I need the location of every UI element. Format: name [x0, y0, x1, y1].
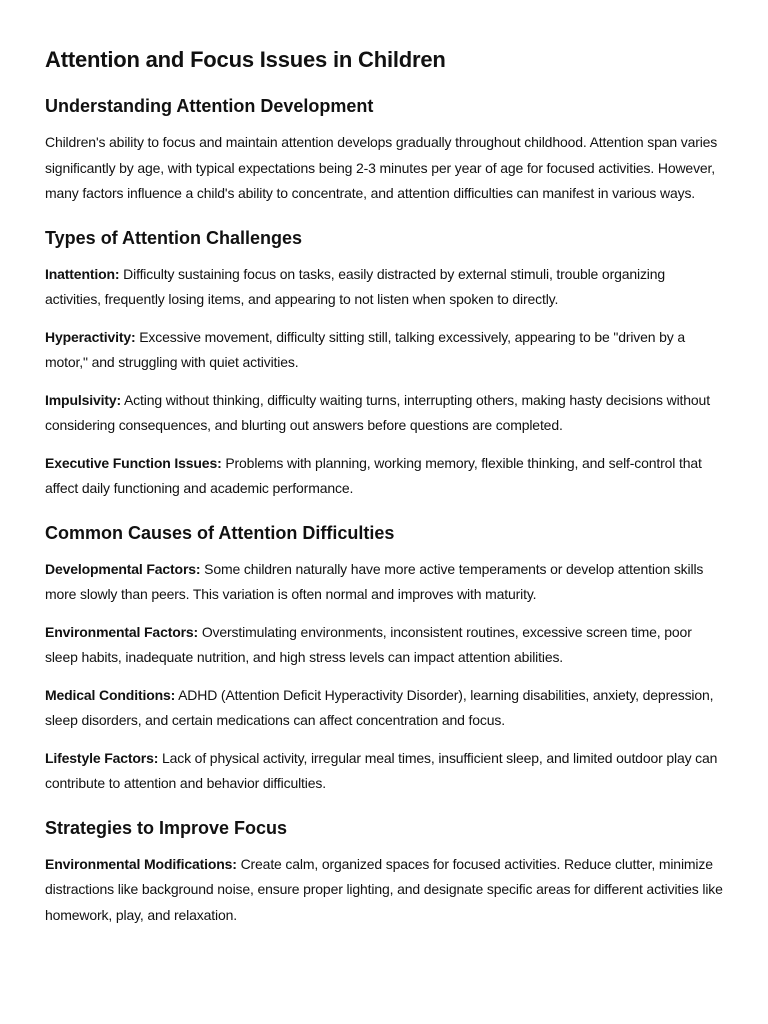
- paragraph-text: Overstimulating environments, inconsistent routines, excessive screen time, poor sleep habits, inadequate nutrition, and high stress levels can impact attention abilities.: [45, 623, 692, 665]
- paragraph-term: Developmental Factors:: [45, 560, 201, 577]
- paragraph-text: Acting without thinking, difficulty waiting turns, interrupting others, making hasty decisions without considering consequences, and blurting out answers before questions are completed.: [45, 391, 710, 433]
- paragraph-term: Executive Function Issues:: [45, 454, 222, 471]
- paragraph: [45, 325, 723, 376]
- paragraph-term: Environmental Modifications:: [45, 855, 237, 872]
- section-types: [45, 225, 723, 502]
- paragraph-text: Excessive movement, difficulty sitting still, talking excessively, appearing to be "driven by a motor," and struggling with quiet activities.: [45, 328, 686, 370]
- paragraph: [45, 620, 723, 671]
- paragraph-text: Difficulty sustaining focus on tasks, easily distracted by external stimuli, trouble organizing activities, frequently losing items, and appearing to not listen when spoken to directly.: [45, 265, 666, 307]
- paragraph-term: Impulsivity:: [45, 391, 121, 408]
- paragraph: [45, 683, 723, 734]
- paragraph-term: Environmental Factors:: [45, 623, 199, 640]
- paragraph: [45, 557, 723, 608]
- paragraph-text: Children's ability to focus and maintain attention develops gradually throughout childhood. Attention span varies significantly by age, with typical expectations being 2-3 minutes per year of age for focused activities. However, many factors influence a child's ability to concentrate, and attention difficulties can manifest in various ways.: [45, 134, 718, 201]
- paragraph: [45, 388, 723, 439]
- section-causes: [45, 520, 723, 797]
- paragraph: [45, 130, 723, 207]
- section-heading: Understanding Attention Development: [45, 96, 374, 116]
- page-title: Attention and Focus Issues in Children: [45, 47, 446, 72]
- section-heading: Common Causes of Attention Difficulties: [45, 522, 395, 543]
- paragraph-term: Inattention:: [45, 265, 120, 282]
- paragraph: [45, 451, 723, 502]
- paragraph-text: Lack of physical activity, irregular meal times, insufficient sleep, and limited outdoor play can contribute to attention and behavior difficulties.: [45, 749, 718, 791]
- paragraph-term: Lifestyle Factors:: [45, 749, 159, 766]
- paragraph: [45, 852, 723, 929]
- paragraph-term: Hyperactivity:: [45, 328, 136, 345]
- paragraph: [45, 262, 723, 313]
- paragraph-text: Problems with planning, working memory, flexible thinking, and self-control that affect daily functioning and academic performance.: [45, 454, 702, 496]
- section-understanding: [45, 93, 723, 207]
- paragraph-text: Create calm, organized spaces for focused activities. Reduce clutter, minimize distractions like background noise, ensure proper lighting, and designate specific areas for different activities like homework, play, and relaxation.: [45, 855, 723, 923]
- paragraph-term: Medical Conditions:: [45, 686, 176, 703]
- section-heading: Strategies to Improve Focus: [45, 817, 288, 838]
- paragraph: [45, 746, 723, 797]
- section-heading: Types of Attention Challenges: [45, 227, 303, 248]
- paragraph-text: Some children naturally have more active temperaments or develop attention skills more slowly than peers. This variation is often normal and improves with maturity.: [45, 560, 704, 602]
- section-strategies: [45, 815, 723, 929]
- paragraph-text: ADHD (Attention Deficit Hyperactivity Disorder), learning disabilities, anxiety, depression, sleep disorders, and certain medications can affect concentration and focus.: [45, 686, 714, 728]
